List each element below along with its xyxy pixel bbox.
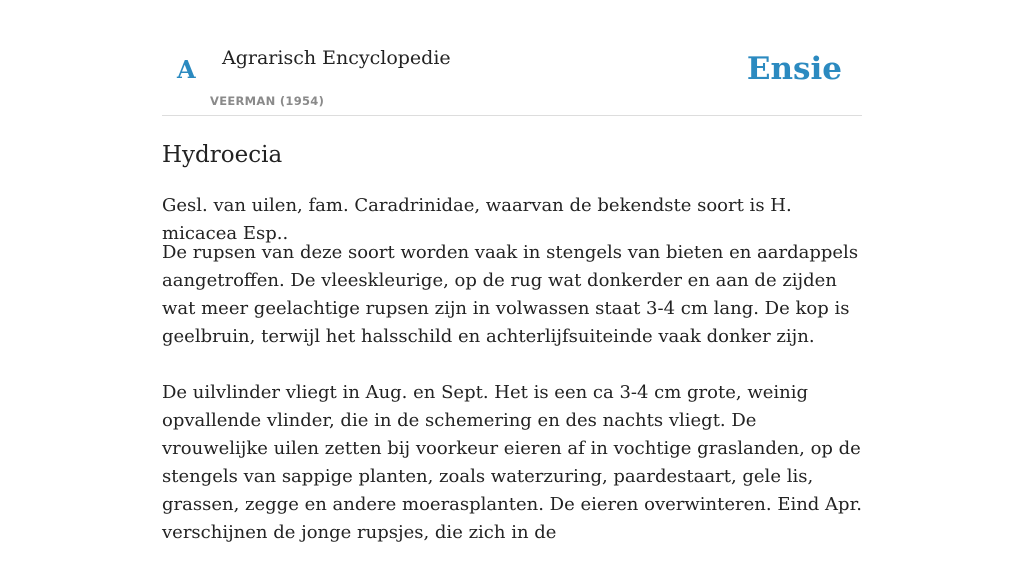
book-title-link[interactable]: Agrarisch Encyclopedie <box>222 47 451 69</box>
book-header <box>162 0 862 116</box>
entry-definition: Gesl. van uilen, fam. Caradrinidae, waarvan de bekendste soort is H. micacea Esp.. <box>162 195 792 244</box>
book-author: VEERMAN (1954) <box>210 94 325 108</box>
entry-title: Hydroecia <box>162 142 283 168</box>
ensie-logo[interactable]: Ensie <box>746 51 842 87</box>
book-letter-icon[interactable]: A <box>177 55 196 84</box>
article-page <box>162 0 862 543</box>
entry-paragraph: De rupsen van deze soort worden vaak in stengels van bieten en aardappels aangetroffen. De vleeskleurige, op de rug wat donkerder en aan de zijden wat meer geelachtige rupsen zijn in volwassen staat 3-4 cm lang. De kop is geelbruin, terwijl het halsschild en achterlijfsuiteinde vaak donker zijn. <box>162 242 859 347</box>
entry-body <box>162 239 862 575</box>
entry-paragraph: De uilvlinder vliegt in Aug. en Sept. Het is een ca 3-4 cm grote, weinig opvallende vlinder, die in de schemering en des nachts vliegt. De vrouwelijke uilen zetten bij voorkeur eieren af in vochtige graslanden, op de stengels van sappige planten, zoals waterzuring, paardestaart, gele lis, grassen, zegge en andere moerasplanten. De eieren overwinteren. Eind Apr. verschijnen de jonge rupsjes, die zich in de <box>162 382 862 543</box>
